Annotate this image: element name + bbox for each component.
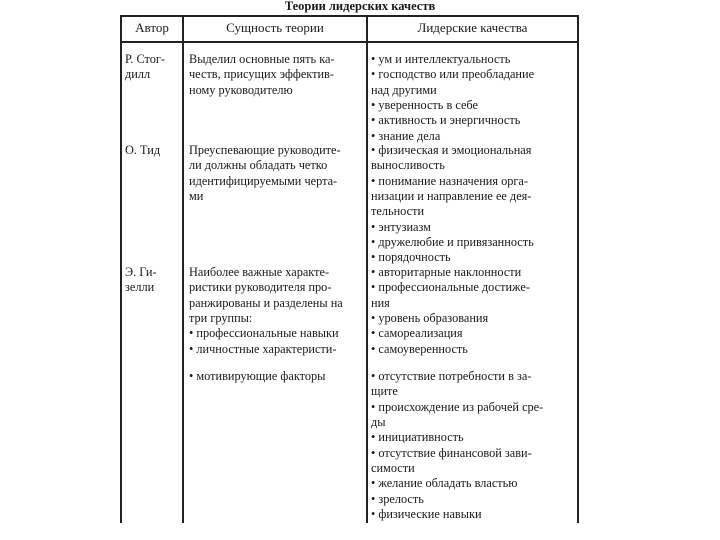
- table-left-border: [120, 15, 122, 523]
- quality-line: • энтузиазм: [371, 219, 431, 234]
- essence-line: • профессиональные навыки: [189, 326, 339, 341]
- quality-line: • господство или преобладание: [371, 67, 535, 82]
- quality-line: низации и направление ее дея-: [371, 189, 532, 204]
- quality-line: • понимание назначения орга-: [371, 173, 528, 188]
- header-qualities: Лидерские качества: [417, 20, 528, 35]
- author-line: О. Тид: [125, 143, 161, 157]
- header-author: Автор: [135, 20, 169, 35]
- author-line: зелли: [125, 280, 155, 295]
- essence-line: ли должны обладать четко: [189, 158, 328, 173]
- header-bottom-border: [120, 41, 579, 43]
- essence-line: Наиболее важные характе-: [189, 265, 330, 279]
- table-title: Теории лидерских качеств: [284, 0, 436, 13]
- essence-line: ми: [189, 189, 204, 204]
- column-divider-1: [182, 15, 184, 523]
- quality-line: • самореализация: [371, 326, 463, 341]
- essence-line: • мотивирующие факторы: [189, 369, 326, 383]
- quality-line: • знание дела: [371, 128, 441, 143]
- essence-line: ранжированы и разделены на: [189, 295, 343, 310]
- quality-line: выносливость: [371, 158, 445, 173]
- author-line: Р. Стог-: [125, 52, 165, 66]
- quality-line: над другими: [371, 82, 437, 97]
- quality-line: • уверенность в себе: [371, 98, 478, 113]
- quality-line: • профессиональные достиже-: [371, 280, 530, 295]
- quality-line: • ум и интеллектуальность: [371, 52, 511, 66]
- quality-line: • дружелюбие и привязанность: [371, 235, 534, 250]
- quality-line: ния: [371, 295, 390, 310]
- essence-line: Выделил основные пять ка-: [189, 52, 335, 66]
- quality-line: • инициативность: [371, 430, 464, 445]
- table-right-border: [577, 15, 579, 523]
- quality-line: • уровень образования: [371, 311, 489, 326]
- header-essence: Сущность теории: [226, 20, 324, 35]
- quality-line: тельности: [371, 204, 425, 219]
- essence-line: честв, присущих эффектив-: [189, 67, 334, 82]
- author-line: Э. Ги-: [125, 265, 157, 279]
- quality-line: • физическая и эмоциональная: [371, 143, 532, 157]
- quality-line: • порядочность: [371, 250, 451, 265]
- quality-line: • отсутствие финансовой зави-: [371, 445, 532, 460]
- quality-line: • активность и энергичность: [371, 113, 521, 128]
- quality-line: • желание обладать властью: [371, 476, 518, 491]
- essence-line: ному руководителю: [189, 82, 293, 97]
- quality-line: • самоуверенность: [371, 341, 468, 356]
- quality-line: щите: [371, 384, 398, 399]
- column-divider-2: [366, 15, 368, 523]
- quality-line: • зрелость: [371, 491, 424, 506]
- essence-line: Преуспевающие руководите-: [189, 143, 341, 157]
- quality-line: • отсутствие потребности в за-: [371, 369, 532, 383]
- author-line: дилл: [125, 67, 151, 82]
- quality-line: симости: [371, 461, 415, 476]
- essence-line: три группы:: [189, 311, 253, 326]
- quality-line: • происхождение из рабочей сре-: [371, 399, 544, 414]
- quality-line: • авторитарные наклонности: [371, 265, 522, 279]
- essence-line: • личностные характеристи-: [189, 341, 337, 356]
- table-top-border: [120, 15, 579, 17]
- quality-line: • физические навыки: [371, 507, 482, 522]
- quality-line: ды: [371, 415, 386, 430]
- essence-line: идентифицируемыми черта-: [189, 173, 338, 188]
- essence-line: ристики руководителя про-: [189, 280, 332, 295]
